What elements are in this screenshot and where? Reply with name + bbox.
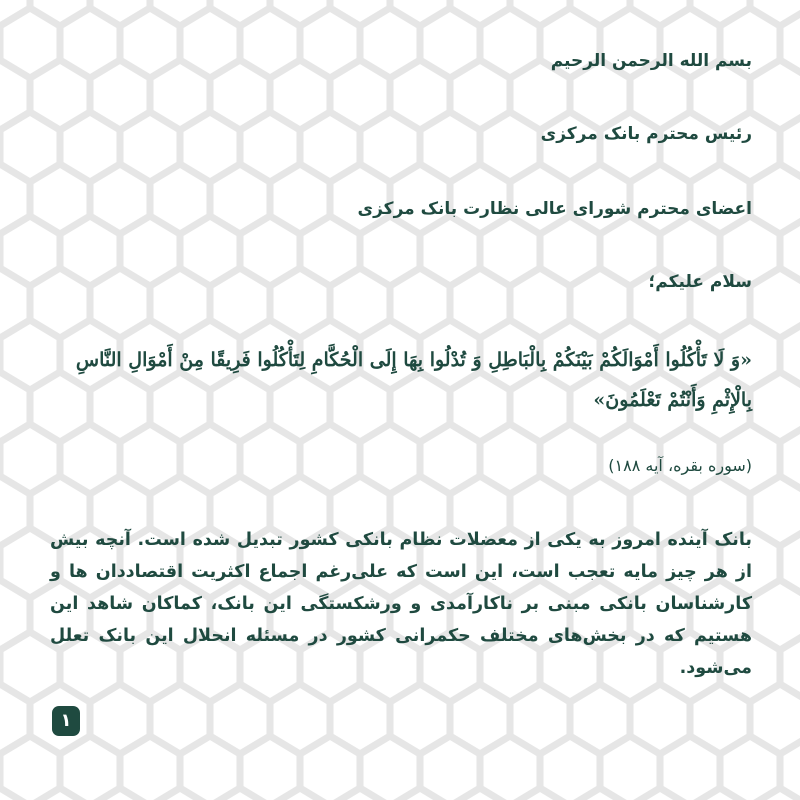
salutation-supervisory-council: اعضای محترم شورای عالی نظارت بانک مرکزی <box>357 199 752 219</box>
page-number-badge: ۱ <box>52 706 80 736</box>
quran-verse: «وَ لَا تَأْكُلُوا أَمْوَالَكُمْ بَيْنَكُمْ بِالْبَاطِلِ وَ تُدْلُوا بِهَا إِلَى الْحُكَّامِ لِتَأْكُلُوا فَرِيقًا مِنْ أَمْوَالِ النَّاسِ بِالْإِثْمِ وَأَنْتُمْ تَعْلَمُونَ» <box>75 349 752 411</box>
body-paragraph: بانک آینده امروز به یکی از معضلات نظام بانکی کشور تبدیل شده است. آنچه بیش از هر چیز مایه تعجب است، این است که علی‌رغم اجماع اکثریت اقتصاددان ها و کارشناسان بانکی مبنی بر ناکارآمدی و ورشکستگی این بانک، کماکان شاهد این هستیم که در بخش‌های مختلف حکمرانی کشور در مسئله انحلال این بانک تعلل می‌شود. <box>50 530 752 678</box>
greeting: سلام علیکم؛ <box>648 272 752 292</box>
salutation-central-bank-governor: رئیس محترم بانک مرکزی <box>540 124 752 144</box>
letter-content <box>50 40 752 760</box>
verse-reference: (سوره بقره، آیه ۱۸۸) <box>608 456 752 475</box>
basmala: بسم الله الرحمن الرحیم <box>550 51 752 71</box>
